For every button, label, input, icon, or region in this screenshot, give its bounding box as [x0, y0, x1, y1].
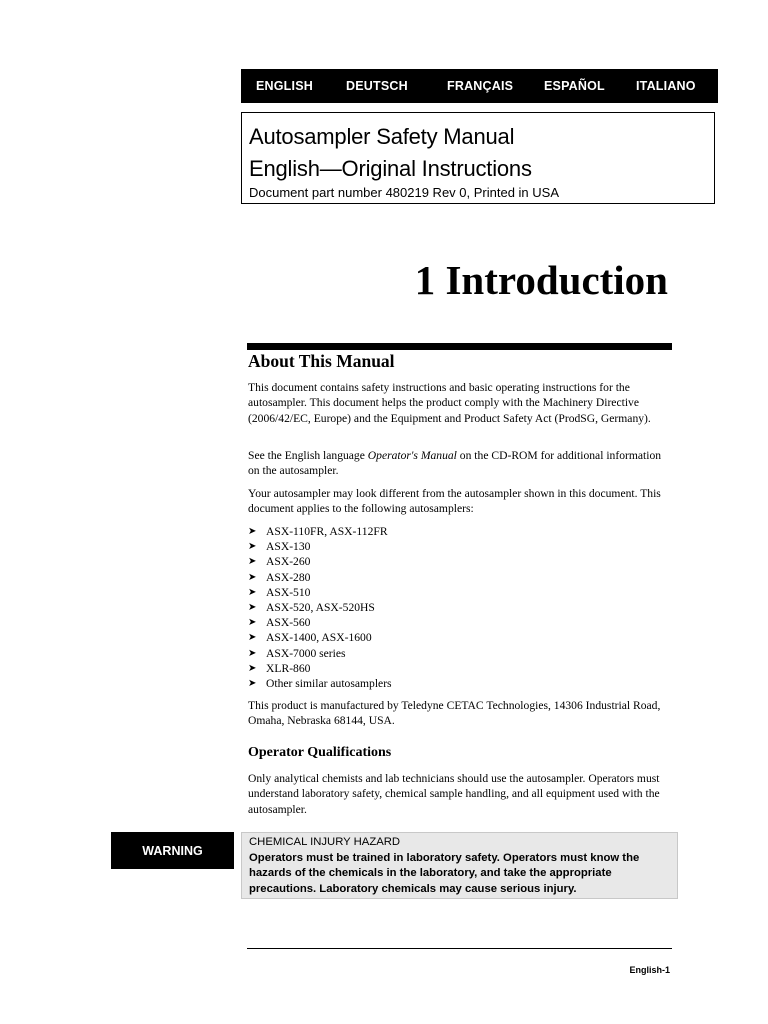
list-item: ➤ ASX-260	[248, 554, 392, 569]
list-item: ➤ ASX-560	[248, 615, 392, 630]
list-item: ➤ ASX-520, ASX-520HS	[248, 600, 392, 615]
footer-divider	[247, 948, 672, 949]
warning-label: WARNING	[111, 832, 234, 869]
document-part-number: Document part number 480219 Rev 0, Printed in USA	[249, 185, 560, 200]
language-bar	[241, 69, 718, 103]
operator-paragraph: Only analytical chemists and lab technicians should use the autosampler. Operators must understand laboratory safety, chemical sample handling, and all equipment used with the autosampler.	[248, 772, 660, 816]
title-box	[241, 112, 715, 204]
language-deutsch[interactable]: DEUTSCH	[346, 79, 408, 93]
language-espanol[interactable]: ESPAÑOL	[544, 79, 605, 93]
language-francais[interactable]: FRANÇAIS	[447, 79, 514, 93]
autosampler-list	[248, 524, 392, 691]
section-divider	[247, 343, 672, 350]
about-paragraph-3: Your autosampler may look different from the autosampler shown in this document. This document applies to the following autosamplers:	[248, 487, 661, 516]
list-item: ➤ ASX-130	[248, 539, 392, 554]
language-italiano[interactable]: ITALIANO	[636, 79, 696, 93]
warning-box	[241, 832, 678, 899]
list-item: ➤ ASX-280	[248, 570, 392, 585]
operator-qualifications-heading: Operator Qualifications	[248, 745, 392, 760]
list-item: ➤ ASX-110FR, ASX-112FR	[248, 524, 392, 539]
operators-manual-reference: Operator's Manual	[367, 449, 457, 462]
hazard-title: CHEMICAL INJURY HAZARD	[249, 836, 401, 848]
list-item: ➤ ASX-1400, ASX-1600	[248, 630, 392, 645]
list-item: ➤ XLR-860	[248, 661, 392, 676]
chapter-heading: 1 Introduction	[414, 257, 668, 303]
manufacturer-paragraph: This product is manufactured by Teledyne CETAC Technologies, 14306 Industrial Road, Omaha, Nebraska 68144, USA.	[248, 699, 661, 728]
about-heading: About This Manual	[248, 351, 395, 371]
manual-title: Autosampler Safety Manual	[249, 124, 515, 149]
manual-subtitle: English—Original Instructions	[249, 156, 532, 181]
list-item: ➤ Other similar autosamplers	[248, 676, 392, 691]
language-english[interactable]: ENGLISH	[256, 79, 313, 93]
about-paragraph-2: See the English language Operator's Manual on the CD-ROM for additional information on the autosampler.	[248, 449, 662, 478]
page-number: English-1	[629, 965, 670, 975]
list-item: ➤ ASX-7000 series	[248, 646, 392, 661]
hazard-text: Operators must be trained in laboratory safety. Operators must know the hazards of the chemicals in the laboratory, and take the appropriate precautions. Laboratory chemicals may cause serious injury.	[249, 851, 640, 895]
about-paragraph-1: This document contains safety instructions and basic operating instructions for the autosampler. This document helps the product comply with the Machinery Directive (2006/42/EC, Europe) and the Equipment and Product Safety Act (ProdSG, Germany).	[248, 381, 651, 425]
list-item: ➤ ASX-510	[248, 585, 392, 600]
